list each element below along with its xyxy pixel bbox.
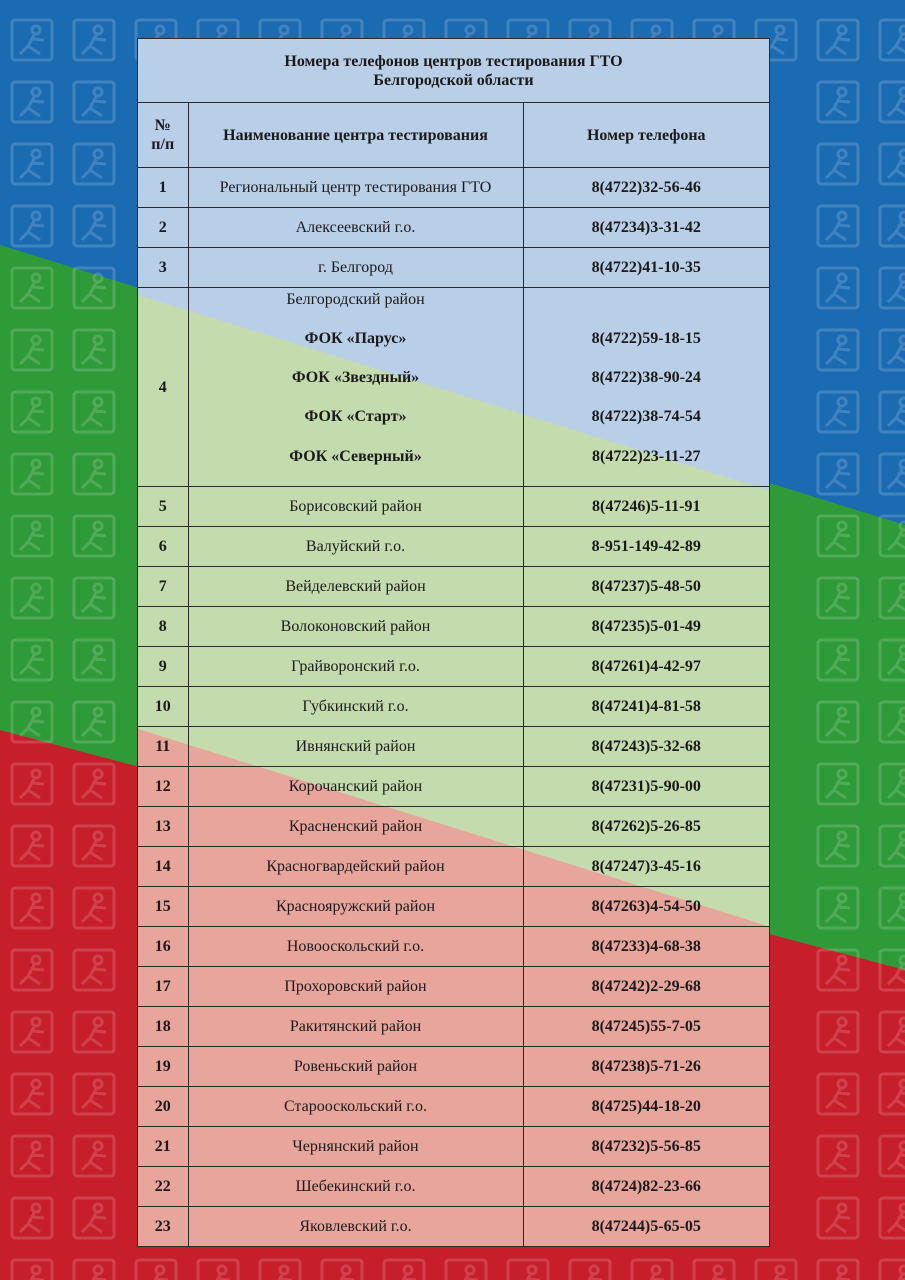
row-phone: 8(4722)32-56-46: [523, 168, 769, 208]
row-number: 6: [138, 527, 188, 567]
row-name: Красненский район: [188, 807, 523, 847]
sub-center-name: ФОК «Северный»: [289, 448, 422, 465]
row-name: Региональный центр тестирования ГТО: [188, 168, 523, 208]
row-phone: 8(47246)5-11-91: [523, 487, 769, 527]
row-number: 23: [138, 1207, 188, 1247]
row-phone: 8(47261)4-42-97: [523, 647, 769, 687]
table-row: [138, 727, 769, 767]
table-header-row: [138, 103, 769, 168]
table-row: [138, 288, 769, 487]
row-name: Старооскольский г.о.: [188, 1087, 523, 1127]
sub-center-phone: 8(4722)23-11-27: [592, 448, 701, 465]
row-phone: 8(47244)5-65-05: [523, 1207, 769, 1247]
row-name: Белгородский район: [286, 291, 425, 308]
table-row: [138, 487, 769, 527]
row-phone: 8(47242)2-29-68: [523, 967, 769, 1007]
row-number: 21: [138, 1127, 188, 1167]
row-name: Валуйский г.о.: [188, 527, 523, 567]
table-row: [138, 767, 769, 807]
row-phone: 8(4725)44-18-20: [523, 1087, 769, 1127]
sub-center-phone: 8(4722)38-74-54: [591, 408, 701, 425]
sub-center-name: ФОК «Парус»: [304, 330, 407, 347]
table-row: [138, 1127, 769, 1167]
row-number: 1: [138, 168, 188, 208]
row-number: 19: [138, 1047, 188, 1087]
row-number: 22: [138, 1167, 188, 1207]
table-row: [138, 967, 769, 1007]
row-number: 12: [138, 767, 188, 807]
table-row: [138, 927, 769, 967]
col-header-name: Наименование центра тестирования: [188, 103, 523, 168]
table-row: [138, 1167, 769, 1207]
table-row: [138, 807, 769, 847]
col-header-number: [138, 103, 188, 168]
row-phone: 8(47238)5-71-26: [523, 1047, 769, 1087]
row-name: Чернянский район: [188, 1127, 523, 1167]
col-header-number-line1: №: [154, 117, 171, 134]
table-row: [138, 567, 769, 607]
table-row: [138, 847, 769, 887]
row-number: 10: [138, 687, 188, 727]
row-name: Борисовский район: [188, 487, 523, 527]
row-number: 14: [138, 847, 188, 887]
table-row: [138, 1207, 769, 1247]
row-name: Яковлевский г.о.: [188, 1207, 523, 1247]
table-row: [138, 1087, 769, 1127]
row-name: Вейделевский район: [188, 567, 523, 607]
row-number: 20: [138, 1087, 188, 1127]
row-name: Ровеньский район: [188, 1047, 523, 1087]
row-phone: 8(47235)5-01-49: [523, 607, 769, 647]
row-number: 9: [138, 647, 188, 687]
row-phone-group: [523, 288, 769, 487]
row-name: Грайворонский г.о.: [188, 647, 523, 687]
row-name: Новооскольский г.о.: [188, 927, 523, 967]
row-name: Краснояружский район: [188, 887, 523, 927]
row-phone: 8(4722)41-10-35: [523, 248, 769, 288]
table-row: [138, 208, 769, 248]
row-name: Алексеевский г.о.: [188, 208, 523, 248]
table-row: [138, 647, 769, 687]
row-number: 7: [138, 567, 188, 607]
row-phone: 8(47247)3-45-16: [523, 847, 769, 887]
row-number: 13: [138, 807, 188, 847]
row-name: Ивнянский район: [188, 727, 523, 767]
row-number: 3: [138, 248, 188, 288]
table-row: [138, 607, 769, 647]
row-number: 18: [138, 1007, 188, 1047]
row-phone: 8(47237)5-48-50: [523, 567, 769, 607]
phone-table-card: [137, 38, 770, 1247]
table-row: [138, 1047, 769, 1087]
row-name: Ракитянский район: [188, 1007, 523, 1047]
row-name: Шебекинский г.о.: [188, 1167, 523, 1207]
sub-center-name: ФОК «Старт»: [304, 408, 407, 425]
table-row: [138, 887, 769, 927]
col-header-number-line2: п/п: [151, 136, 175, 153]
row-phone: 8(47245)55-7-05: [523, 1007, 769, 1047]
table-row: [138, 168, 769, 208]
row-name: Прохоровский район: [188, 967, 523, 1007]
row-number: 8: [138, 607, 188, 647]
row-name: Корочанский район: [188, 767, 523, 807]
sub-center-name: ФОК «Звездный»: [291, 369, 420, 386]
row-phone: 8(47241)4-81-58: [523, 687, 769, 727]
row-name: Губкинский г.о.: [188, 687, 523, 727]
col-header-phone: Номер телефона: [523, 103, 769, 168]
row-number: 2: [138, 208, 188, 248]
row-phone: 8(47233)4-68-38: [523, 927, 769, 967]
row-name: г. Белгород: [188, 248, 523, 288]
row-phone: 8(47263)4-54-50: [523, 887, 769, 927]
row-number: 11: [138, 727, 188, 767]
row-phone: 8(47243)5-32-68: [523, 727, 769, 767]
table-row: [138, 248, 769, 288]
row-number: 5: [138, 487, 188, 527]
row-number: 16: [138, 927, 188, 967]
table-row: [138, 1007, 769, 1047]
row-number: 4: [138, 288, 188, 487]
table-title-line2: Белгородской области: [373, 71, 534, 89]
table-title: [138, 39, 769, 103]
row-phone: 8-951-149-42-89: [523, 527, 769, 567]
row-phone: 8(47232)5-56-85: [523, 1127, 769, 1167]
phone-table: [138, 39, 769, 1247]
sub-center-phone: 8(4722)38-90-24: [591, 369, 701, 386]
row-name: Красногвардейский район: [188, 847, 523, 887]
row-number: 17: [138, 967, 188, 1007]
table-row: [138, 687, 769, 727]
row-name: Волоконовский район: [188, 607, 523, 647]
row-number: 15: [138, 887, 188, 927]
table-title-line1: Номера телефонов центров тестирования ГТО: [284, 52, 623, 70]
table-row: [138, 527, 769, 567]
sub-center-phone: 8(4722)59-18-15: [591, 330, 701, 347]
row-phone: 8(47231)5-90-00: [523, 767, 769, 807]
row-phone: 8(47234)3-31-42: [523, 208, 769, 248]
row-name-group: [188, 288, 523, 487]
row-phone: 8(4724)82-23-66: [523, 1167, 769, 1207]
row-phone: 8(47262)5-26-85: [523, 807, 769, 847]
